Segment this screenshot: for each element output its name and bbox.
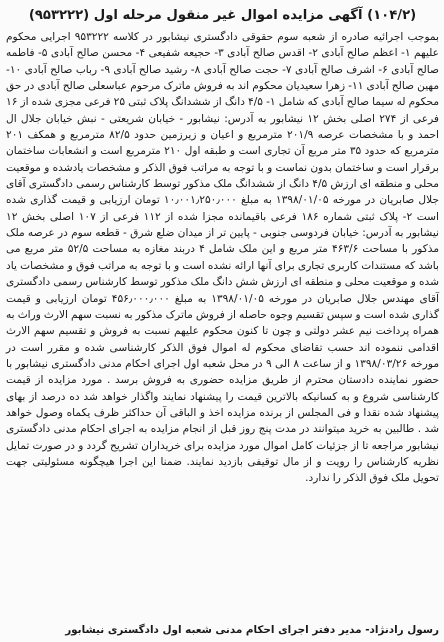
notice-title: (۱۰۴/۲) آگهی مزایده اموال غیر منقول مرحله اول (۹۵۳۲۲۲) [28,8,417,23]
notice-signature: رسول رادنژاد- مدیر دفتر اجرای احکام مدنی شعبه اول دادگستری نیشابور [65,624,439,636]
notice-body: بموجب اجرائیه صادره از شعبه سوم حقوقی دادگستری نیشابور در کلاسه ۹۵۳۲۲۲ اجرایی محکوم علیهم ۱- اعظم صالح آبادی ۲- اقدس صالح آبادی ۳- حجیعه شفیعی ۴- محسن صالح آبادی ۵- فاطمه صالح آبادی ۶- اشرف صالح آبادی ۷- حجت صالح آبادی ۸- رشید صالح آبادی ۹- رباب صالح آبادی ۱۰- مهین صالح آبادی ۱۱- زهرا سعیدیان محکوم اند به فروش ماترک مرحوم عباسعلی صالح آبادی در حق محکوم له سیما صالح آبادی که شامل ۱- ۴/۵ دانگ از ششدانگ پلاک ثبتی ۲۵ فرعی مجزی شده از ۱۶ فرعی از ۲۷۴ اصلی بخش ۱۲ نیشابور به آدرس: نیشابور - خیابان شریعتی - نبش خیابان جلال ال احمد و با مشخصات عرصه ۲۰۱/۹ مترمربع و اعیان و زیرزمین حدود ۸۲/۵ مترمربع و همکف ۲۰۱ مترمربع که حدود ۳۵ متر مربع آن تجاری است و طبقه اول ۲۱۰ مترمربع است و انشعابات ساختمان برقرار است و ساختمان بدون نماست و با توجه به مراتب فوق الذکر و مشخصات یادشده و موقعیت محلی و منطقه ای ارزش ۴/۵ دانگ از ششدانگ ملک مذکور توسط کارشناس رسمی دادگستری آقای جلال صابریان در مورخه ۱۳۹۸/۰۱/۰۵ به مبلغ ۱۰٫۰۰۱٫۲۵۰٫۰۰۰ تومان ارزیابی و قیمت گذاری شده است ۲- پلاک ثبتی شماره ۱۸۶ فرعی باقیمانده مجزا شده از ۱۱۲ فرعی از ۱۰۷ اصلی بخش ۱۲ نیشابور به آدرس: خیابان فردوسی جنوبی - پایین تر از میدان ضلع شرق - قطعه سوم در عرصه ملک مذکور با مساحت ۴۶۳/۶ متر مربع و این ملک شامل ۴ دربند مغازه به مساحت ۵۲/۵ متر مربع می باشد که مستندات کاربری تجاری برای آنها ارائه نشده است و با توجه به مراتب فوق و مشخصات یاد شده و موقعیت محلی و منطقه ای ارزش شش دانگ ملک مذکور توسط کارشناس رسمی دادگستری آقای مهندس جلال صابریان در مورخه ۱۳۹۸/۰۱/۰۵ به مبلغ ۴۵۶٫۰۰۰٫۰۰۰ تومان ارزیابی و قیمت گذاری شده است و سپس تقسیم وجوه حاصله از فروش ماترک مذکور به نسبت سهم الارث وراث به همراه پرداخت نیم عشر دولتی و چون تا کنون محکوم علیهم نسبت به فروش و تقسیم سهم الارث اقدامی ننموده اند حسب تقاضای محکوم له اموال فوق الذکر کارشناسی شده و مقرر است در مورخه ۱۳۹۸/۰۳/۲۶ و از ساعت ۸ الی ۹ در محل شعبه اول اجرای احکام مدنی دادگستری نیشابور با حضور نماینده دادستان محترم از طریق مزایده حضوری به فروش برسد . مورد مزایده از قیمت کارشناسی شروع و به کسانیکه بالاترین قیمت را پیشنهاد نمایند واگذار خواهد شد ده درصد از بهای پیشنهاد شده نقدا و فی المجلس از برنده مزایده اخذ و الباقی آن حداکثر ظرف یکماه وصول خواهد شد . طالبین به خرید میتوانند در مدت پنج روز قبل از انجام مزایده به اجرای احکام مدنی دادگستری نیشابور مراجعه تا از جزئیات کامل اموال مورد مزایده برای خریداران تشریح گردد و در صورت تمایل نظریه کارشناس را رویت و از مال توقیفی بازدید نمایند. ضمنا این اجرا هیچگونه مسئولیتی جهت تحویل ملک فوق الذکر را ندارد. [6,31,440,485]
